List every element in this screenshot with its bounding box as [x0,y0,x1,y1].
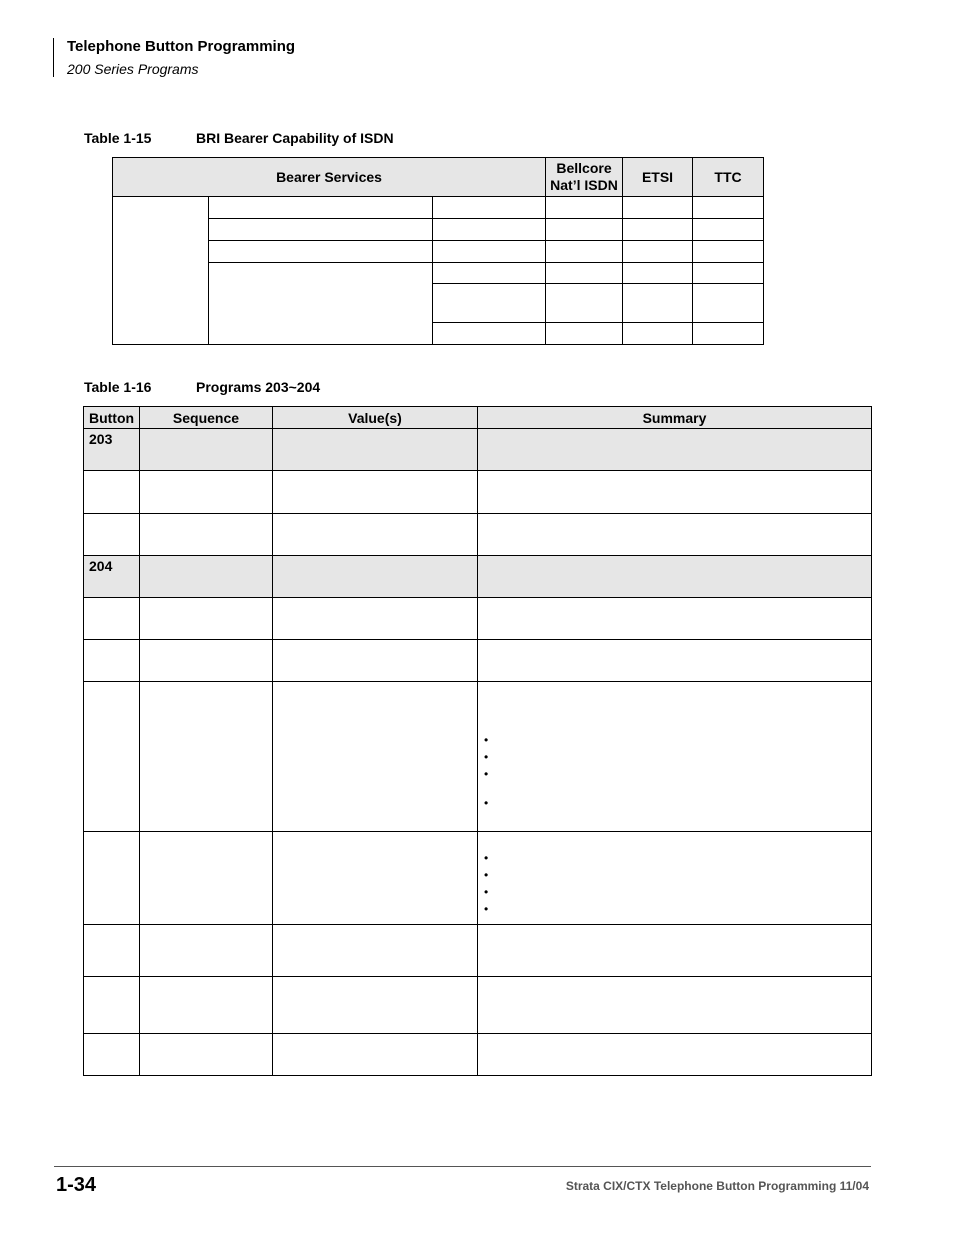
table-cell [140,832,273,925]
table-cell [433,263,546,284]
table-cell [140,471,273,514]
table-cell [478,514,872,556]
table-cell [273,832,478,925]
table-cell [140,556,273,598]
table-cell [478,682,872,832]
table-cell [433,241,546,263]
table-cell [478,598,872,640]
table-cell [140,925,273,977]
table-cell [273,1034,478,1076]
table-cell [546,241,623,263]
list-item [478,767,871,784]
table-row [84,640,872,682]
table-cell [84,429,140,471]
running-header-subtitle: 200 Series Programs [67,61,199,77]
table-cell [478,471,872,514]
list-item [478,851,871,868]
list-item [478,796,871,813]
table-cell [623,263,693,284]
table-cell [478,832,872,925]
table-cell [693,284,764,323]
table-cell [84,556,140,598]
table-cell [209,241,433,263]
table-cell [478,556,872,598]
table15-title: BRI Bearer Capability of ISDN [196,130,394,146]
table-cell [84,832,140,925]
table-cell [623,323,693,345]
col-header-sequence: Sequence [140,407,273,429]
list-item [478,733,871,750]
list-item [478,868,871,885]
table-row [84,514,872,556]
table-cell [140,977,273,1034]
col-header-ttc: TTC [693,158,764,197]
table-cell [84,471,140,514]
bri-bearer-table [112,157,764,345]
programs-table [83,406,872,1076]
page-number: 1-34 [56,1174,97,1196]
table-cell [273,925,478,977]
list-item [478,885,871,902]
running-header-title: Telephone Button Programming [67,38,296,55]
table-cell [140,682,273,832]
table-cell [273,682,478,832]
table15-number: Table 1-15 [84,130,152,146]
table-cell [84,977,140,1034]
table-cell [546,284,623,323]
table-cell [546,219,623,241]
table-cell [693,241,764,263]
table-cell [140,429,273,471]
table-cell [140,640,273,682]
table-cell [84,514,140,556]
table-row [84,1034,872,1076]
table-row [84,598,872,640]
table-cell [140,598,273,640]
table-cell [140,514,273,556]
table-cell [273,977,478,1034]
program-number-203: 203 [89,431,113,447]
table-row [84,429,872,471]
table-cell [693,263,764,284]
col-header-values: Value(s) [273,407,478,429]
table-cell [84,640,140,682]
table-cell [273,471,478,514]
col-header-etsi: ETSI [623,158,693,197]
table-cell [478,640,872,682]
table-cell [693,197,764,219]
table-cell [433,197,546,219]
table-cell [84,1034,140,1076]
table-cell [273,429,478,471]
table-cell [478,429,872,471]
table-cell [546,263,623,284]
table-row [84,832,872,925]
table-cell [623,219,693,241]
table-cell [623,241,693,263]
table-cell [273,556,478,598]
table-cell [693,323,764,345]
list-item [478,750,871,767]
table-cell [433,323,546,345]
table-cell [433,219,546,241]
table-row [84,977,872,1034]
table-cell [546,323,623,345]
table-cell [140,1034,273,1076]
bullet-list [478,851,871,919]
table-cell [273,514,478,556]
table-cell [273,640,478,682]
table-cell [433,284,546,323]
table-cell [84,682,140,832]
program-number-204: 204 [89,558,113,574]
table-cell [478,977,872,1034]
table-cell [209,263,433,345]
table-cell [623,197,693,219]
table-cell [546,197,623,219]
table-cell [478,925,872,977]
col-header-bellcore: Bellcore Nat’l ISDN [546,158,623,197]
footer-text: Strata CIX/CTX Telephone Button Programming 11/04 [565,1179,869,1193]
header-rule [53,38,54,77]
col-header-summary: Summary [478,407,872,429]
bullet-list [478,733,871,813]
col-header-bearer-services: Bearer Services [113,158,546,197]
table16-number: Table 1-16 [84,379,152,395]
table16-title: Programs 203~204 [196,379,321,395]
table-cell [273,598,478,640]
table-row [84,682,872,832]
col-header-button: Button [84,407,140,429]
table-row [84,471,872,514]
table-cell [209,219,433,241]
table-cell [623,284,693,323]
footer-rule [54,1166,871,1167]
table-cell [209,197,433,219]
table-cell [84,925,140,977]
table-cell [693,219,764,241]
table-cell [84,598,140,640]
table-row [84,556,872,598]
table-row [84,925,872,977]
list-item [478,902,871,919]
table-cell [478,1034,872,1076]
table-cell [113,197,209,345]
